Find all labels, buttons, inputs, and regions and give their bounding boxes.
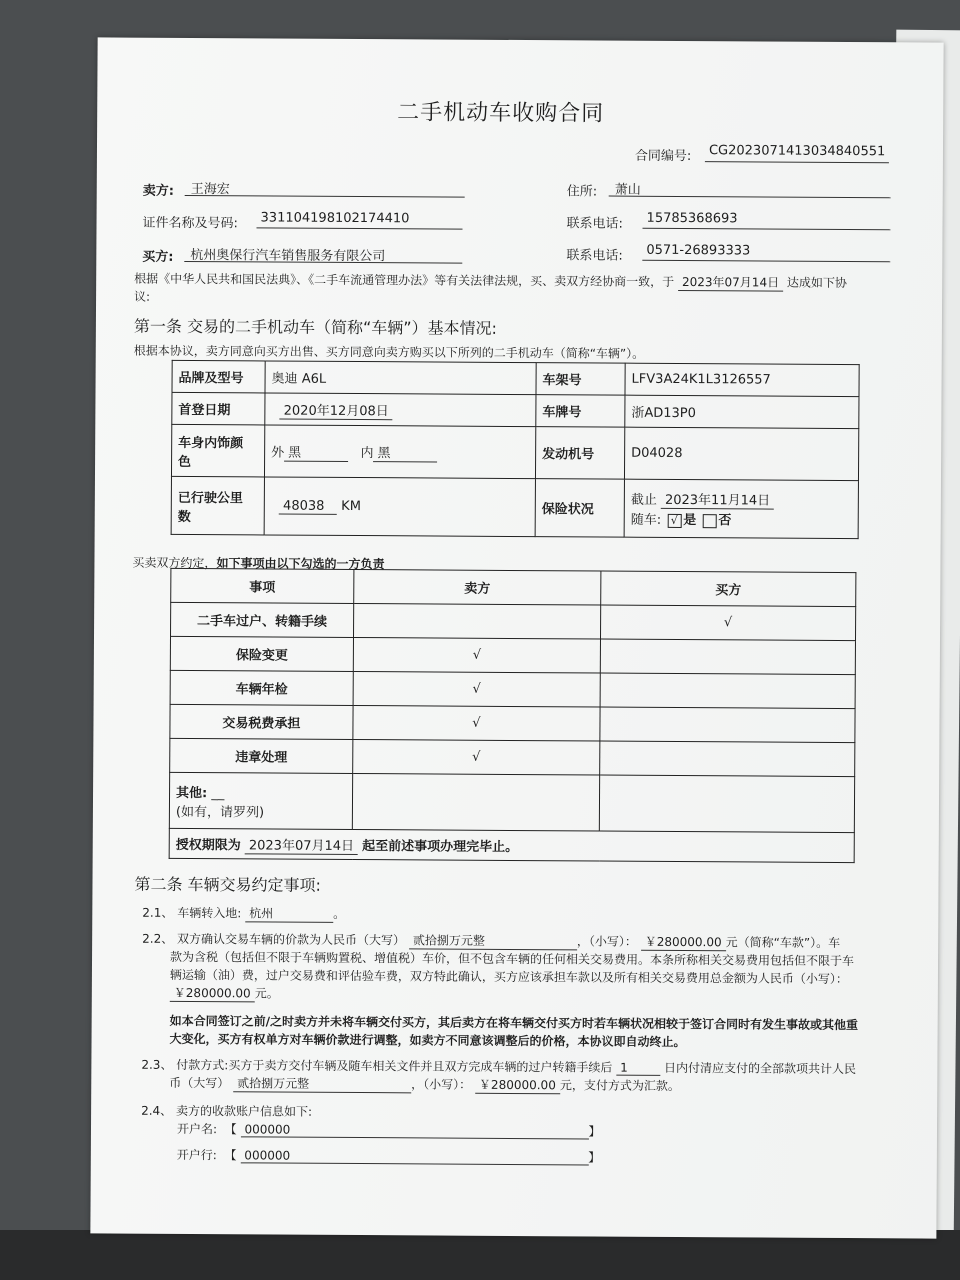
mileage-cell: 48038 KM bbox=[264, 477, 535, 537]
table-row: 二手车过户、转籍手续 √ bbox=[171, 602, 856, 640]
seller-label: 卖方: bbox=[142, 183, 174, 199]
table-row: 交易税费承担 √ bbox=[170, 704, 855, 742]
article1-title: 第一条 交易的二手机动车（简称“车辆”）基本情况: bbox=[133, 316, 498, 338]
clause-2-2-line1: 2.2、 双方确认交易车辆的价款为人民币（大写） 贰拾捌万元整 ，（小写）： ￥280000.00 元（简称“车款”）。车 bbox=[142, 931, 841, 950]
table-row: 车辆年检 √ bbox=[170, 670, 855, 708]
engine-label: 发动机号 bbox=[535, 427, 624, 480]
bold-clause-line1: 如本合同签订之前/之时卖方并未将车辆交付买方，其后卖方在将车辆交付买方时若车辆状况相较于签订合同时有发生事故或其他重 bbox=[169, 1013, 859, 1033]
inner-color: 黑 bbox=[374, 442, 438, 462]
bank-row: 开户行: 【 000000 】 bbox=[176, 1147, 601, 1165]
article2-title: 第二条 车辆交易约定事项: bbox=[134, 874, 322, 895]
buyer-label: 买方: bbox=[142, 249, 174, 265]
deadline-date: 2023年07月14日 bbox=[245, 834, 358, 855]
seller-phone: 15785368693 bbox=[646, 210, 738, 227]
brand-label: 品牌及型号 bbox=[172, 360, 265, 393]
clause-2-3-line2: 币（大写） 贰拾捌万元整 ，（小写）： ￥280000.00 元，支付方式为汇款。 bbox=[169, 1075, 680, 1094]
mileage-label: 已行驶公里 数 bbox=[171, 476, 264, 535]
vin-label: 车架号 bbox=[536, 363, 625, 396]
reg-date-value: 2020年12月08日 bbox=[280, 399, 393, 420]
preamble-text: 根据《中华人民共和国民法典》、《二手车流通管理办法》等有关法律法规，买、卖双方经协商一致，于 2023年07月14日 达成如下协 bbox=[134, 271, 847, 291]
account-name-row: 开户名: 【 000000 】 bbox=[176, 1121, 601, 1139]
table-row: 违章处理 √ bbox=[170, 738, 855, 776]
other-cell: 其他: __ (如有，请罗列) bbox=[169, 772, 352, 829]
buyer-phone: 0571-26893333 bbox=[646, 242, 751, 259]
clause-2-3-line1: 2.3、 付款方式:买方于卖方交付车辆及随车相关文件并且双方完成车辆的过户转籍手续后 1 日内付清应支付的全部款项共计人民 bbox=[141, 1057, 857, 1077]
buyer-name: 杭州奥保行汽车销售服务有限公司 bbox=[190, 247, 386, 265]
deadline-cell: 授权期限为 2023年07月14日 起至前述事项办理完毕止。 bbox=[169, 828, 854, 862]
plate-value: 浙AD13P0 bbox=[625, 395, 859, 428]
mileage-value: 48038 bbox=[279, 498, 337, 514]
no-checkbox bbox=[702, 514, 716, 528]
seller-id-value: 331104198102174410 bbox=[260, 210, 410, 227]
col-item: 事项 bbox=[171, 568, 354, 603]
seller-address-label: 住所: bbox=[566, 184, 598, 200]
vehicle-info-table bbox=[171, 360, 860, 539]
clause-2-1: 2.1、 车辆转入地: 杭州 。 bbox=[142, 905, 346, 921]
seller-name: 王海宏 bbox=[190, 181, 230, 198]
insurance-cell: 截止 2023年11月14日 随车: √ 是 否 bbox=[624, 479, 858, 538]
document-title: 二手机动车收购合同 bbox=[397, 100, 605, 127]
table-row: 保险变更 √ bbox=[170, 636, 855, 674]
brand-value: 奥迪 A6L bbox=[265, 361, 536, 395]
outer-color: 黑 bbox=[284, 441, 348, 461]
seller-phone-label: 联系电话: bbox=[566, 216, 623, 232]
bank-name: 000000 bbox=[240, 1148, 588, 1165]
responsibility-intro: 买卖双方约定，如下事项由以下勾选的一方负责 bbox=[132, 555, 385, 572]
preamble-text-end: 议: bbox=[134, 289, 151, 304]
clause-2-2-line4: ￥280000.00 元。 bbox=[170, 984, 279, 1003]
clause-2-4: 2.4、 卖方的收款账户信息如下: bbox=[141, 1103, 313, 1119]
vin-value: LFV3A24K1L3126557 bbox=[625, 363, 859, 396]
article1-intro: 根据本协议，卖方同意向买方出售、买方同意向卖方购买以下所列的二手机动车（简称“车辆”）。 bbox=[133, 343, 645, 361]
buyer-phone-label: 联系电话: bbox=[566, 248, 623, 264]
clause-2-2-line3: 辆运输（油）费，过户交易费和评估验车费，双方特此确认，买方应该承担车款以及所有相关交易费用总金额为人民币（小写）： bbox=[169, 967, 848, 987]
plate-label: 车牌号 bbox=[536, 395, 625, 428]
reg-date-label: 首登日期 bbox=[172, 392, 265, 425]
clause-2-2-line2: 款为含税（包括但不限于车辆购置税、增值税）车价，但不包含车辆的任何相关交易费用。本条所称相关交易费用包括但不限于车 bbox=[170, 949, 855, 969]
contract-no-label: 合同编号: bbox=[634, 148, 692, 165]
reg-date-cell bbox=[265, 393, 536, 427]
bold-clause-line2: 大变化，买方有权单方对车辆价款进行调整，如卖方不同意该调整后的价格，本协议即自动终止。 bbox=[169, 1031, 686, 1050]
col-buyer: 买方 bbox=[601, 571, 856, 607]
contract-no-value: CG2023071413034840551 bbox=[708, 143, 886, 160]
seller-address: 萧山 bbox=[614, 182, 641, 198]
engine-value: D04028 bbox=[624, 427, 858, 480]
insurance-until: 2023年11月14日 bbox=[661, 489, 774, 510]
yes-checkbox: √ bbox=[667, 513, 681, 527]
seller-id-label: 证件名称及号码: bbox=[142, 215, 238, 232]
agreement-date: 2023年07月14日 bbox=[678, 273, 783, 292]
col-seller: 卖方 bbox=[354, 570, 601, 606]
insurance-label: 保险状况 bbox=[535, 479, 624, 538]
account-name: 000000 bbox=[240, 1122, 588, 1139]
contract-sheet bbox=[90, 37, 943, 1238]
responsibility-table bbox=[169, 568, 857, 863]
color-cell: 外 黑 内 黑 bbox=[264, 425, 535, 479]
color-label: 车身内饰颜 色 bbox=[171, 424, 264, 477]
